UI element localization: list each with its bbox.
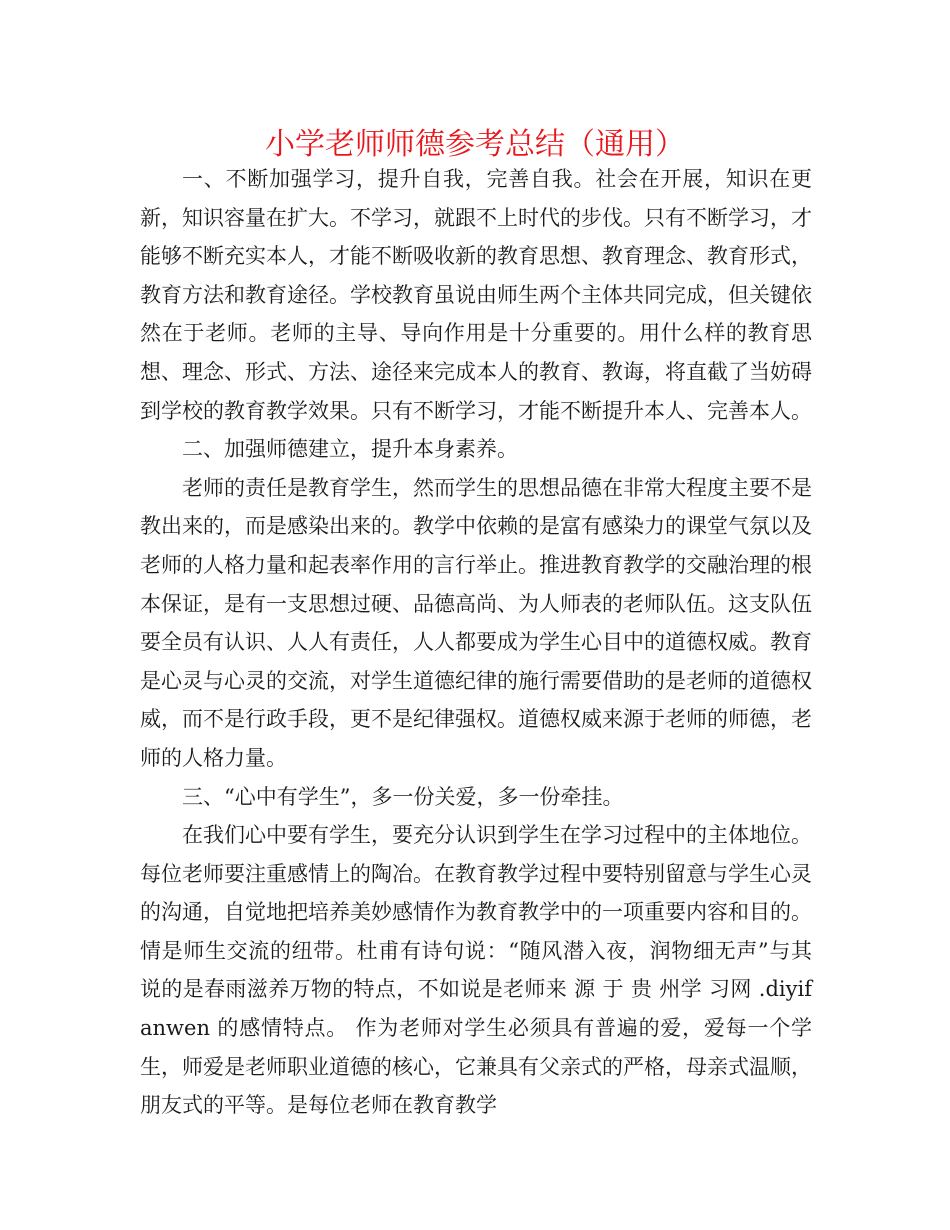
paragraph-2: 二、加强师德建立，提升本身素养。 — [182, 437, 518, 462]
paragraph-4: 三、“心中有学生”，多一份关爱，多一份牵挂。 — [182, 784, 624, 809]
paragraph-1: 一、不断加强学习，提升自我，完善自我。社会在开展，知识在更新，知识容量在扩大。不学习，就跟不上时代的步伐。只有不断学习，才能够不断充实本人，才能不断吸收新的教育思想、教育理念、教育形式，教育方法和教育途径。学校教育虽说由师生两个主体共同完成，但关键依然在于老师。老师的主导、导向作用是十分重要的。用什么样的教育思想、理念、形式、方法、途径来完成本人的教育、教诲，将直截了当妨碍到学校的教育教学效果。只有不断学习，才能不断提升本人、完善本人。 — [140, 167, 812, 423]
paragraph-5: 在我们心中要有学生，要充分认识到学生在学习过程中的主体地位。每位老师要注重感情上的陶冶。在教育教学过程中要特别留意与学生心灵的沟通，自觉地把培养美妙感情作为教育教学中的一项重要内容和目的。情是师生交流的纽带。杜甫有诗句说：“随风潜入夜，润物细无声”与其说的是春雨滋养万物的特点，不如说是老师来 源 于 贵 州学 习网 .diyifanwen 的感情特点。 作为老师对学生必须具有普遍的爱，爱每一个学生，师爱是老师职业道德的核心，它兼具有父亲式的严格，母亲式温顺，朋友式的平等。是每位老师在教育教学 — [140, 823, 812, 1118]
document-body — [140, 160, 812, 1125]
paragraph-3: 老师的责任是教育学生，然而学生的思想品德在非常大程度主要不是教出来的，而是感染出来的。教学中依赖的是富有感染力的课堂气氛以及老师的人格力量和起表率作用的言行举止。推进教育教学的交融治理的根本保证，是有一支思想过硬、品德高尚、为人师表的老师队伍。这支队伍要全员有认识、人人有责任，人人都要成为学生心目中的道德权威。教育是心灵与心灵的交流，对学生道德纪律的施行需要借助的是老师的道德权威，而不是行政手段，更不是纪律强权。道德权威来源于老师的师德，老师的人格力量。 — [140, 475, 812, 770]
document-title: 小学老师师德参考总结（通用） — [265, 127, 685, 162]
